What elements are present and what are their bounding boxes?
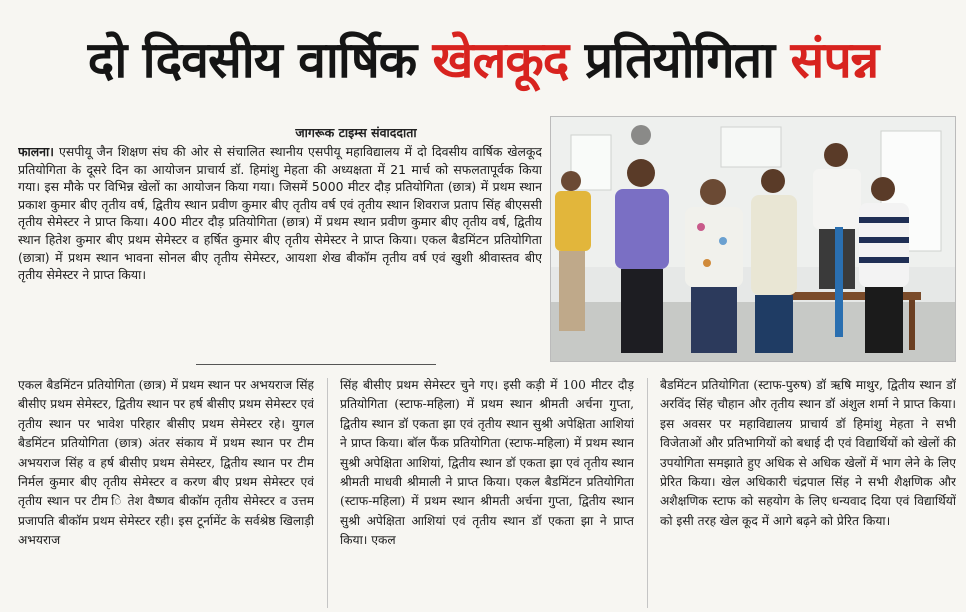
article-column-3: बैडमिंटन प्रतियोगिता (स्टाफ-पुरुष) डॉ ऋषि माथुर, द्वितीय स्थान डॉ अरविंद सिंह चौहान और तृतीय स्थान डॉ अंशुल शर्मा ने प्राप्त किया। इस अवसर पर महाविद्यालय प्राचार्य डॉ हिमांशु मेहता ने सभी विजेताओं और प्रतिभागियों को बधाई दी एवं विद्यार्थियों को खेलों की उपयोगिता समझाते हुए अधिक से अधिक खेलों में भाग लेने के लिए प्रेरित किया। खेल अधिकारी चंद्रपाल सिंह ने सभी शैक्षणिक और अशैक्षणिक स्टाफ को सहयोग के लिए धन्यवाद दिया एवं विद्यार्थियों को इसी तरह खेल कूद में आगे बढ़ने को प्रेरित किया। bbox=[660, 378, 956, 528]
headline-part-2: खेलकूद bbox=[432, 31, 569, 89]
byline: जागरूक टाइम्स संवाददाता bbox=[295, 125, 417, 140]
section-divider bbox=[196, 364, 436, 365]
headline bbox=[0, 14, 966, 106]
column-rule bbox=[327, 378, 328, 608]
photo-illustration bbox=[551, 117, 956, 362]
news-photo bbox=[550, 116, 956, 362]
article-column-1: एकल बैडमिंटन प्रतियोगिता (छात्र) में प्रथम स्थान पर अभयराज सिंह बीसीए प्रथम सेमेस्टर, द्वितीय स्थान पर हर्ष बीसीए प्रथम सेमेस्टर एवं तृतीय स्थान पर भावेश परिहार बीसीए प्रथम सेमेस्टर रहे। युगल बैडमिंटन प्रतियोगिता (छात्र) अंतर संकाय में प्रथम स्थान पर टीम अभयराज सिंह व हर्ष बीसीए प्रथम सेमेस्टर, द्वितीय स्थान पर टीम निर्मल कुमार बीए तृतीय सेमेस्टर व करण बीए प्रथम सेमेस्टर एवं तृतीय स्थान पर टीम ि तेश वैष्णव बीकॉम तृतीय सेमेस्टर व उत्तम प्रजापति बीकॉम प्रथम सेमेस्टर रही। इस टूर्नामेंट के सर्वश्रेष्ठ खिलाड़ी अभयराज bbox=[18, 378, 314, 548]
column-rule bbox=[647, 378, 648, 608]
lead-text: एसपीयू जैन शिक्षण संघ की ओर से संचालित स्थानीय एसपीयू महाविद्यालय में दो दिवसीय वार्षिक खेलकूद प्रतियोगिता के दूसरे दिन का आयोजन प्राचार्य डॉ. हिमांशु मेहता की अध्यक्षता में 21 मार्च को सफलतापूर्वक किया गया। इस मौके पर विभिन्न खेलों का आयोजन किया गया। जिसमें 5000 मीटर दौड़ प्रतियोगिता (छात्र) में प्रथम स्थान प्रकाश कुमार बीए तृतीय वर्ष, द्वितीय स्थान प्रवीण कुमार बीए तृतीय वर्ष एवं तृतीय स्थान शिवराज प्रताप सिंह बीएससी तृतीय सेमेस्टर ने प्राप्त किया। 400 मीटर दौड़ प्रतियोगिता (छात्र) में प्रथम स्थान प्रवीण कुमार बीए तृतीय वर्ष, द्वितीय स्थान हितेश कुमार बीए प्रथम सेमेस्टर व हर्षित कुमार बीए तृतीय सेमेस्टर ने प्राप्त किया। एकल बैडमिंटन प्रतियोगिता (छात्रा) में प्रथम स्थान भावना सोनल बीए तृतीय सेमेस्टर, आयशा शेख बीकॉम तृतीय वर्ष एवं खुशी श्रीवास्तव बीए तृतीय सेमेस्टर ने प्राप्त किया। bbox=[18, 144, 542, 283]
headline-part-4: संपन्न bbox=[790, 31, 879, 89]
article-column-2: सिंह बीसीए प्रथम सेमेस्टर चुने गए। इसी कड़ी में 100 मीटर दौड़ प्रतियोगिता (स्टाफ-महिला) में प्रथम स्थान श्रीमती अर्चना गुप्ता, द्वितीय स्थान डॉ एकता झा एवं तृतीय स्थान सुश्री अपेक्षिता आशियां ने प्राप्त किया। बॉल फैंक प्रतियोगिता (स्टाफ-महिला) में प्रथम स्थान सुश्री अपेक्षिता आशियां, द्वितीय स्थान डॉ एकता झा एवं तृतीय स्थान श्रीमती माधवी श्रीमाली ने प्राप्त किया। एकल बैडमिंटन प्रतियोगिता (स्टाफ-महिला) में प्रथम स्थान श्रीमती अर्चना गुप्ता, द्वितीय स्थान सुश्री अपेक्षिता आशियां एवं तृतीय स्थान डॉ एकता झा ने प्राप्त किया। एकल bbox=[340, 378, 634, 548]
lead-paragraph bbox=[18, 143, 542, 363]
headline-part-1: दो दिवसीय वार्षिक bbox=[87, 31, 433, 89]
headline-part-3: प्रतियोगिता bbox=[568, 31, 791, 89]
dateline: फालना। bbox=[18, 144, 54, 159]
